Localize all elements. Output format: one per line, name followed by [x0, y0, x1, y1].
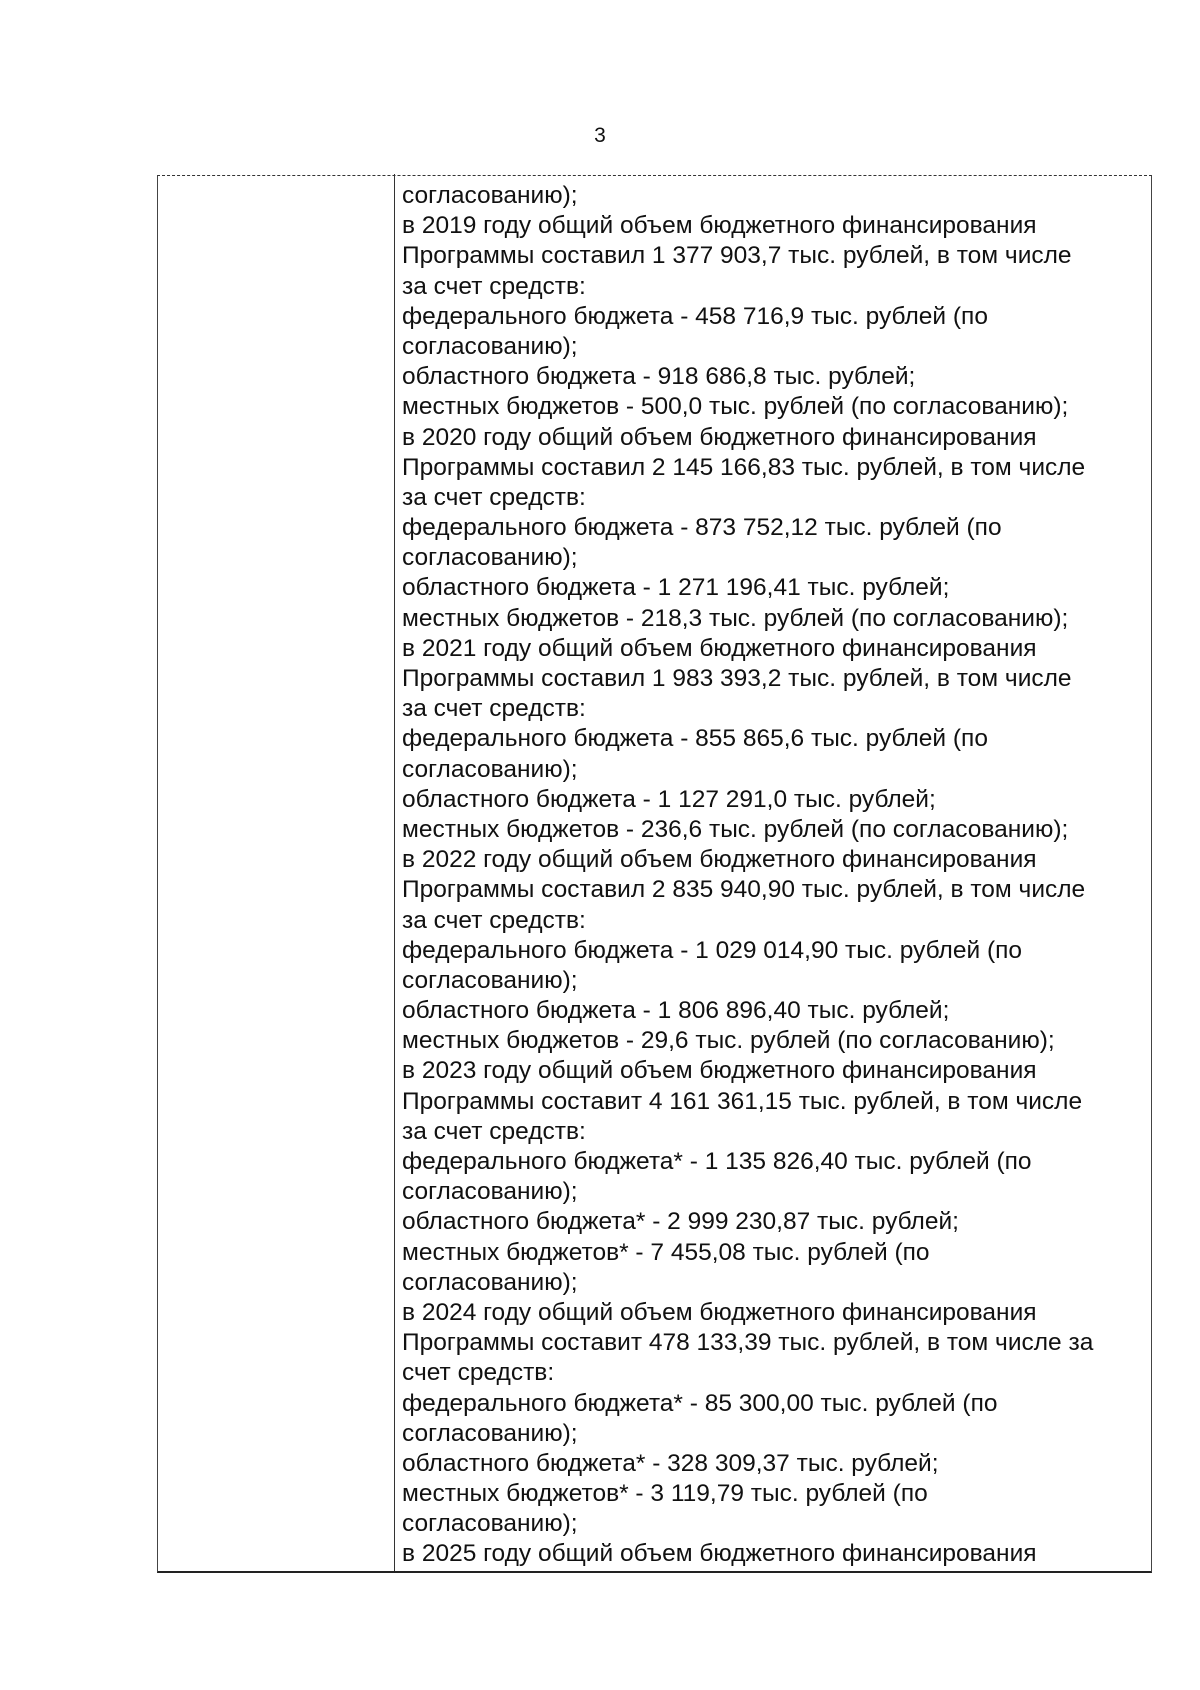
text-line: Программы составит 478 133,39 тыс. рублей, в том числе за	[402, 1329, 1094, 1357]
text-line: местных бюджетов - 236,6 тыс. рублей (по согласованию);	[402, 815, 1069, 843]
text-line: местных бюджетов* - 3 119,79 тыс. рублей (по	[402, 1480, 928, 1508]
text-line: федерального бюджета* - 1 135 826,40 тыс. рублей (по	[402, 1148, 1032, 1175]
text-line: согласованию);	[402, 1178, 578, 1206]
text-line: федерального бюджета* - 85 300,00 тыс. рублей (по	[402, 1389, 998, 1417]
funding-table	[157, 175, 1152, 1573]
text-line: счет средств:	[402, 1359, 555, 1387]
text-line: за счет средств:	[402, 272, 586, 300]
text-line: Программы составил 2 145 166,83 тыс. рублей, в том числе	[402, 453, 1086, 481]
text-line: областного бюджета - 1 806 896,40 тыс. рублей;	[402, 997, 950, 1025]
text-line: согласованию);	[402, 182, 578, 209]
text-line: местных бюджетов - 500,0 тыс. рублей (по согласованию);	[402, 393, 1069, 421]
text-line: местных бюджетов - 29,6 тыс. рублей (по согласованию);	[402, 1027, 1055, 1055]
text-line: федерального бюджета - 873 752,12 тыс. рублей (по	[402, 514, 1002, 542]
text-line: федерального бюджета - 1 029 014,90 тыс. рублей (по	[402, 936, 1023, 964]
text-line: Программы составил 1 983 393,2 тыс. рублей, в том числе	[402, 665, 1072, 692]
text-line: местных бюджетов - 218,3 тыс. рублей (по согласованию);	[402, 604, 1069, 632]
text-line: согласованию);	[402, 1510, 578, 1538]
text-line: в 2025 году общий объем бюджетного финансирования	[402, 1540, 1037, 1568]
text-line: в 2023 году общий объем бюджетного финансирования	[402, 1057, 1037, 1085]
text-line: согласованию);	[402, 544, 578, 572]
text-line: в 2022 году общий объем бюджетного финансирования	[402, 846, 1037, 874]
text-line: за счет средств:	[402, 906, 586, 934]
text-line: в 2020 году общий объем бюджетного финансирования	[402, 423, 1037, 451]
page-number: 3	[594, 124, 606, 147]
text-line: местных бюджетов* - 7 455,08 тыс. рублей (по	[402, 1238, 930, 1266]
text-line: за счет средств:	[402, 695, 586, 723]
text-line: согласованию);	[402, 1419, 578, 1447]
text-line: областного бюджета* - 328 309,37 тыс. рублей;	[402, 1449, 939, 1477]
text-line: за счет средств:	[402, 483, 586, 511]
text-line: за счет средств:	[402, 1117, 586, 1145]
text-line: областного бюджета - 918 686,8 тыс. рублей;	[402, 363, 916, 391]
text-line: областного бюджета - 1 271 196,41 тыс. рублей;	[402, 574, 950, 602]
text-line: согласованию);	[402, 332, 578, 360]
text-line: Программы составил 1 377 903,7 тыс. рублей, в том числе	[402, 242, 1072, 270]
text-line: в 2024 году общий объем бюджетного финансирования	[402, 1298, 1037, 1326]
text-line: согласованию);	[402, 755, 578, 783]
text-line: областного бюджета* - 2 999 230,87 тыс. рублей;	[402, 1208, 959, 1236]
table-left-cell	[158, 176, 394, 1571]
text-line: Программы составил 2 835 940,90 тыс. рублей, в том числе	[402, 876, 1086, 904]
text-line: федерального бюджета - 458 716,9 тыс. рублей (по	[402, 302, 988, 330]
table-right-cell	[402, 181, 1147, 1570]
text-line: согласованию);	[402, 966, 578, 994]
text-line: согласованию);	[402, 1268, 578, 1296]
text-line: областного бюджета - 1 127 291,0 тыс. рублей;	[402, 785, 936, 813]
text-line: в 2021 году общий объем бюджетного финансирования	[402, 634, 1037, 662]
text-line: Программы составит 4 161 361,15 тыс. рублей, в том числе	[402, 1087, 1083, 1115]
column-divider	[394, 174, 395, 1571]
text-line: федерального бюджета - 855 865,6 тыс. рублей (по	[402, 725, 988, 753]
text-line: в 2019 году общий объем бюджетного финансирования	[402, 212, 1037, 240]
